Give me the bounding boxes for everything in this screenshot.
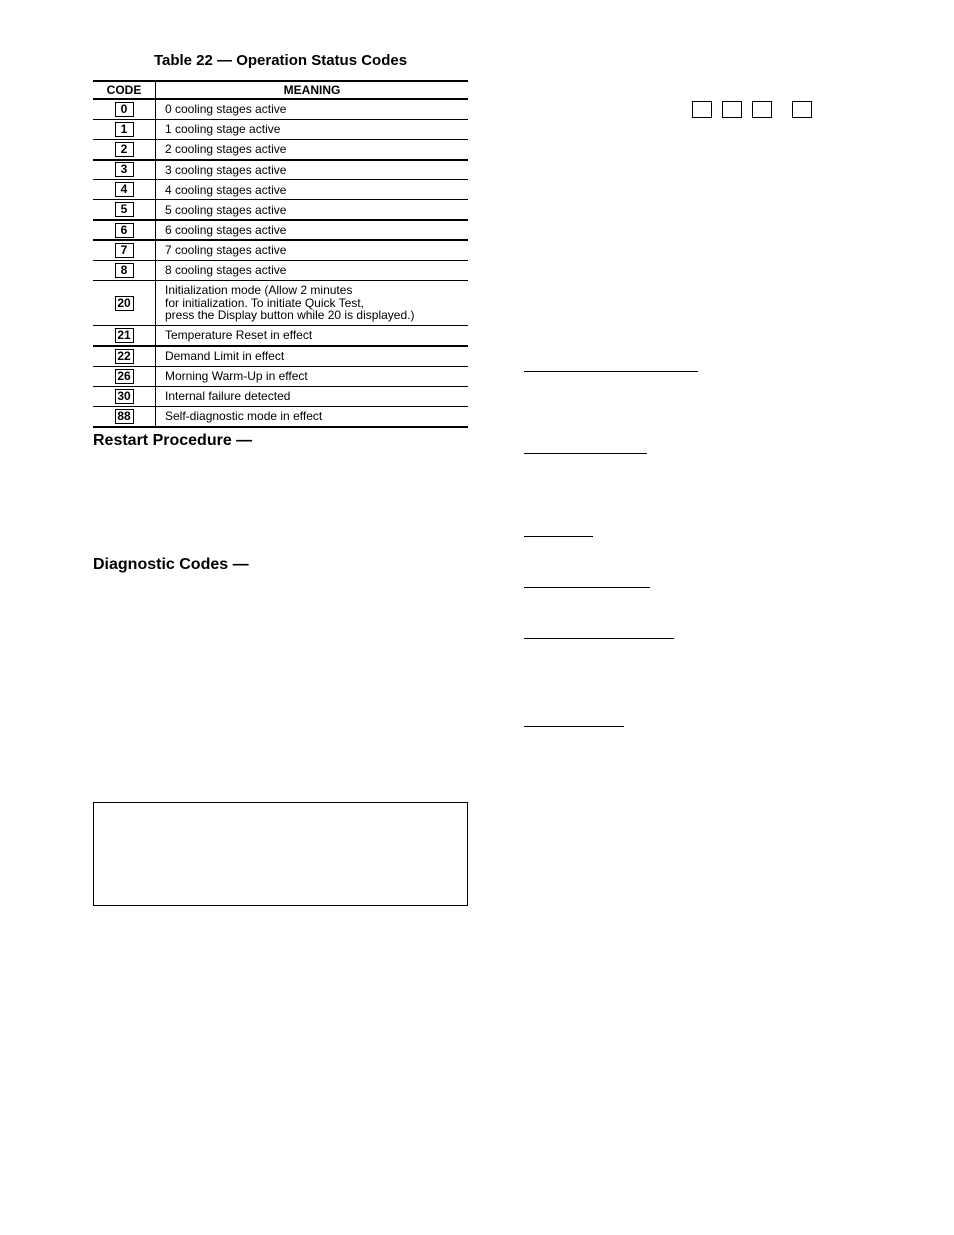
status-meaning: Morning Warm-Up in effect (156, 366, 469, 386)
table-row (93, 220, 468, 240)
status-code-box: 20 (115, 296, 134, 311)
table-row (93, 261, 468, 281)
meaning-column-header: MEANING (156, 81, 469, 99)
status-code-box: 26 (115, 369, 134, 384)
restart-procedure-heading: Restart Procedure — (93, 432, 253, 449)
status-code-box: 5 (115, 202, 134, 217)
underline-rule (524, 726, 624, 727)
status-code-box: 8 (115, 263, 134, 278)
meaning-line: press the Display button while 20 is displayed.) (165, 308, 415, 323)
code-column-header: CODE (93, 81, 156, 99)
note-frame (93, 802, 468, 906)
display-digit-box (792, 101, 812, 118)
table-row (93, 139, 468, 159)
status-code-box: 6 (115, 223, 134, 238)
table-row (93, 180, 468, 200)
status-code-box: 2 (115, 142, 134, 157)
status-code-box: 30 (115, 389, 134, 404)
display-digit-box (722, 101, 742, 118)
operation-status-codes-table (93, 80, 468, 428)
status-code-box: 22 (115, 349, 134, 364)
status-meaning: 6 cooling stages active (156, 220, 469, 240)
meaning-line: for initialization. To initiate Quick Test, (165, 295, 364, 310)
status-meaning: Self-diagnostic mode in effect (156, 406, 469, 426)
table-header-row (93, 81, 468, 99)
status-code-box: 7 (115, 243, 134, 258)
status-meaning: Temperature Reset in effect (156, 326, 469, 346)
status-code-box: 21 (115, 328, 134, 343)
table-row (93, 366, 468, 386)
meaning-line: Initialization mode (Allow 2 minutes (165, 283, 353, 298)
status-code-box: 0 (115, 102, 134, 117)
underline-rule (524, 453, 647, 454)
display-digit-box (752, 101, 772, 118)
underline-rule (524, 371, 698, 372)
underline-rule (524, 638, 674, 639)
display-digit-box (692, 101, 712, 118)
status-meaning: 7 cooling stages active (156, 240, 469, 260)
table-title: Table 22 — Operation Status Codes (153, 52, 408, 69)
table-row (93, 346, 468, 366)
status-meaning: 4 cooling stages active (156, 180, 469, 200)
table-row (93, 326, 468, 346)
table-row (93, 406, 468, 426)
table-row (93, 99, 468, 119)
status-code-box: 1 (115, 122, 134, 137)
status-code-box: 4 (115, 182, 134, 197)
status-code-box: 88 (115, 409, 134, 424)
table-row (93, 240, 468, 260)
status-meaning: Internal failure detected (156, 386, 469, 406)
status-code-box: 3 (115, 162, 134, 177)
table-row (93, 119, 468, 139)
table-row (93, 200, 468, 220)
status-meaning: 1 cooling stage active (156, 119, 469, 139)
status-meaning: Demand Limit in effect (156, 346, 469, 366)
status-meaning (156, 281, 469, 326)
table-row (93, 160, 468, 180)
table-row (93, 281, 468, 326)
status-meaning: 2 cooling stages active (156, 139, 469, 159)
status-meaning: 8 cooling stages active (156, 261, 469, 281)
status-meaning: 0 cooling stages active (156, 99, 469, 119)
diagnostic-codes-heading: Diagnostic Codes — (93, 556, 249, 573)
table-row (93, 386, 468, 406)
underline-rule (524, 587, 650, 588)
status-meaning: 5 cooling stages active (156, 200, 469, 220)
underline-rule (524, 536, 593, 537)
status-meaning: 3 cooling stages active (156, 160, 469, 180)
